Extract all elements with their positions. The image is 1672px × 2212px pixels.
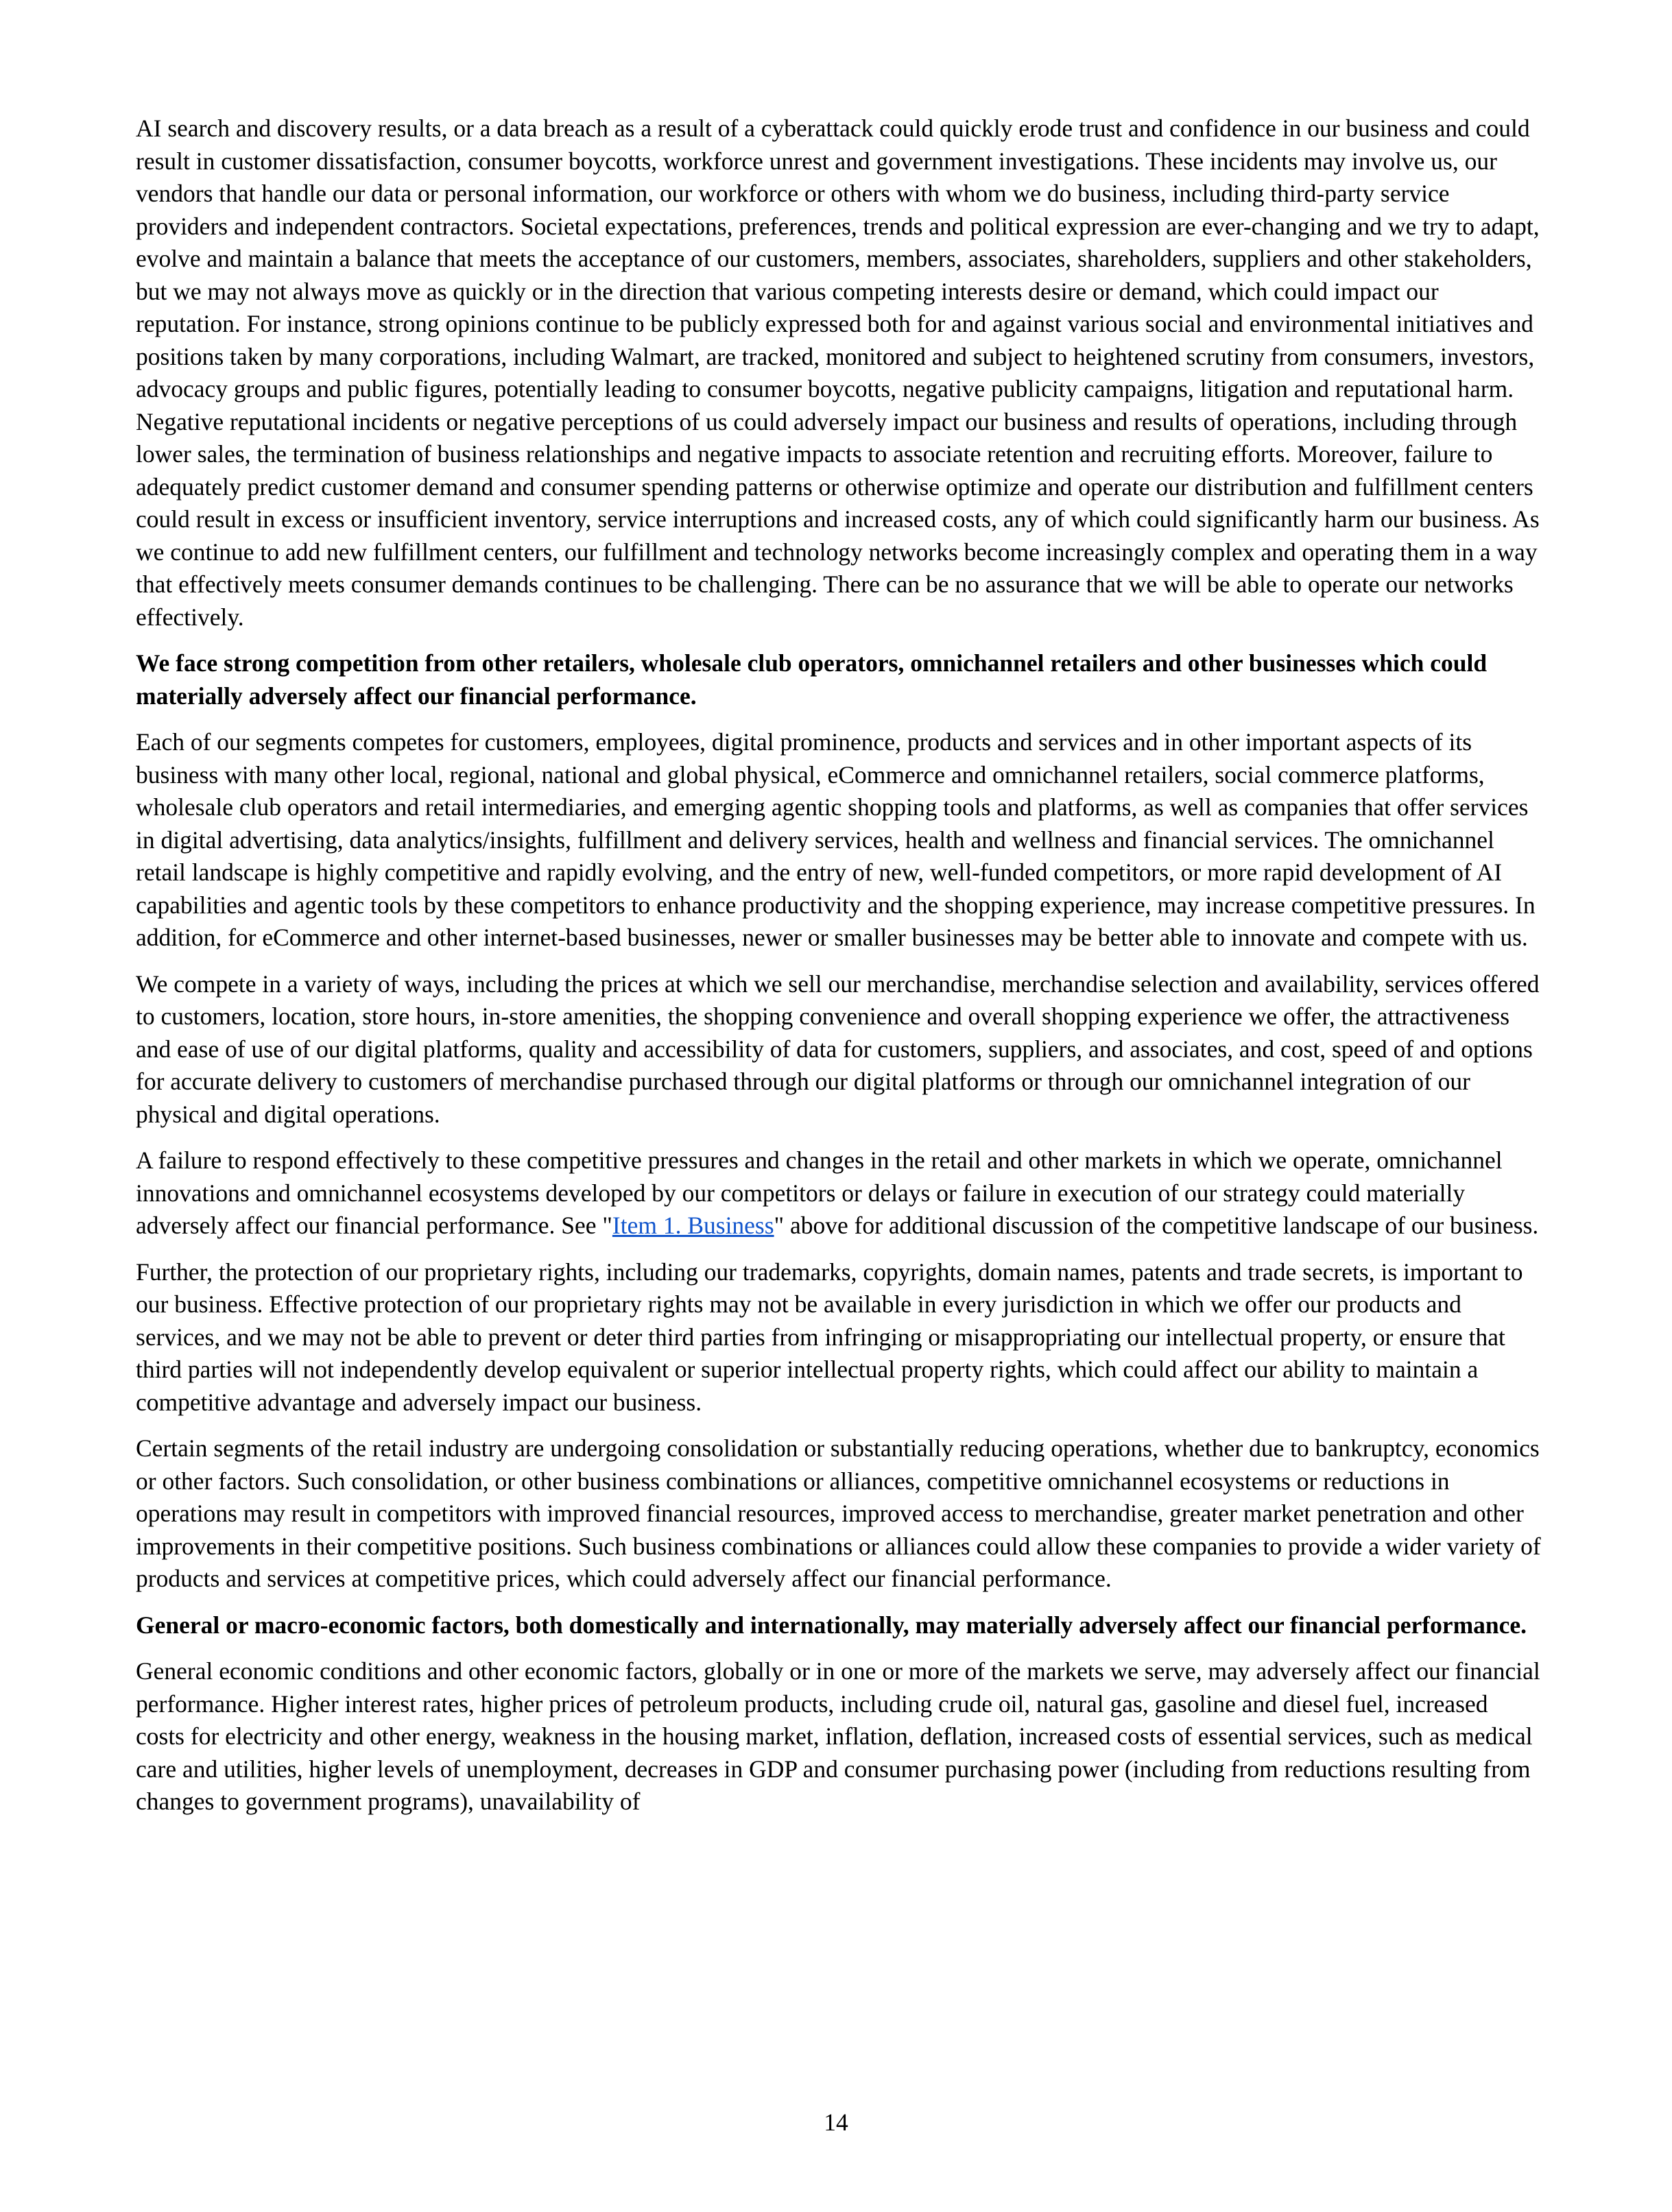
section-heading: We face strong competition from other retailers, wholesale club operators, omnichannel retailers and other businesses which could materially adversely affect our financial performance. — [136, 649, 1488, 710]
page-number: 14 — [824, 2108, 848, 2136]
section-heading: General or macro-economic factors, both domestically and internationally, may materially adversely affect our financial performance. — [136, 1611, 1527, 1639]
paragraph-text: " above for additional discussion of the competitive landscape of our business. — [774, 1212, 1539, 1239]
document-body — [136, 112, 1542, 1832]
item-1-business-link[interactable]: Item 1. Business — [612, 1212, 774, 1239]
paragraph: General economic conditions and other economic factors, globally or in one or more of the markets we serve, may adversely affect our financial performance. Higher interest rates, higher prices of petroleum products, including crude oil, natural gas, gasoline and diesel fuel, increased costs for electricity and other energy, weakness in the housing market, inflation, deflation, increased costs of essential services, such as medical care and utilities, higher levels of unemployment, decreases in GDP and consumer purchasing power (including from reductions resulting from changes to government programs), unavailability of — [136, 1657, 1540, 1815]
paragraph: Further, the protection of our proprietary rights, including our trademarks, copyrights, domain names, patents and trade secrets, is important to our business. Effective protection of our proprietary rights may not be available in every jurisdiction in which we offer our products and services, and we may not be able to prevent or deter third parties from infringing or misappropriating our intellectual property, or ensure that third parties will not independently develop equivalent or superior intellectual property rights, which could affect our ability to maintain a competitive advantage and adversely impact our business. — [136, 1258, 1523, 1416]
paragraph-with-link — [136, 1144, 1542, 1242]
paragraph: AI search and discovery results, or a data breach as a result of a cyberattack could quickly erode trust and confidence in our business and could result in customer dissatisfaction, consumer boycotts, workforce unrest and government investigations. These incidents may involve us, our vendors that handle our data or personal information, our workforce or others with whom we do business, including third-party service providers and independent contractors. Societal expectations, preferences, trends and political expression are ever-changing and we try to adapt, evolve and maintain a balance that meets the acceptance of our customers, members, associates, shareholders, suppliers and other stakeholders, but we may not always move as quickly or in the direction that various competing interests desire or demand, which could impact our reputation. For instance, strong opinions continue to be publicly expressed both for and against various social and environmental initiatives and positions taken by many corporations, including Walmart, are tracked, monitored and subject to heightened scrutiny from consumers, investors, advocacy groups and public figures, potentially leading to consumer boycotts, negative publicity campaigns, litigation and reputational harm. Negative reputational incidents or negative perceptions of us could adversely impact our business and results of operations, including through lower sales, the termination of business relationships and negative impacts to associate retention and recruiting efforts. Moreover, failure to adequately predict customer demand and consumer spending patterns or otherwise optimize and operate our distribution and fulfillment centers could result in excess or insufficient inventory, service interruptions and increased costs, any of which could significantly harm our business. As we continue to add new fulfillment centers, our fulfillment and technology networks become increasingly complex and operating them in a way that effectively meets consumer demands continues to be challenging. There can be no assurance that we will be able to operate our networks effectively. — [136, 115, 1540, 631]
paragraph: Each of our segments competes for customers, employees, digital prominence, products and services and in other important aspects of its business with many other local, regional, national and global physical, eCommerce and omnichannel retailers, social commerce platforms, wholesale club operators and retail intermediaries, and emerging agentic shopping tools and platforms, as well as companies that offer services in digital advertising, data analytics/insights, fulfillment and delivery services, health and wellness and financial services. The omnichannel retail landscape is highly competitive and rapidly evolving, and the entry of new, well-funded competitors, or more rapid development of AI capabilities and agentic tools by these competitors to enhance productivity and the shopping experience, may increase competitive pressures. In addition, for eCommerce and other internet-based businesses, newer or smaller businesses may be better able to innovate and compete with us. — [136, 728, 1536, 951]
paragraph: Certain segments of the retail industry are undergoing consolidation or substantially reducing operations, whether due to bankruptcy, economics or other factors. Such consolidation, or other business combinations or alliances, competitive omnichannel ecosystems or reductions in operations may result in competitors with improved financial resources, improved access to merchandise, greater market penetration and other improvements in their competitive positions. Such business combinations or alliances could allow these companies to provide a wider variety of products and services at competitive prices, which could adversely affect our financial performance. — [136, 1434, 1541, 1592]
paragraph: We compete in a variety of ways, including the prices at which we sell our merchandise, merchandise selection and availability, services offered to customers, location, store hours, in-store amenities, the shopping convenience and overall shopping experience we offer, the attractiveness and ease of use of our digital platforms, quality and accessibility of data for customers, suppliers, and associates, and cost, speed of and options for accurate delivery to customers of merchandise purchased through our digital platforms or through our omnichannel integration of our physical and digital operations. — [136, 970, 1540, 1128]
paragraph-text: A failure to respond effectively to these competitive pressures and changes in the retail and other markets in which we operate, omnichannel innovations and omnichannel ecosystems developed by our competitors or delays or failure in execution of our strategy could materially adversely affect our financial performance. See " — [136, 1146, 1503, 1239]
